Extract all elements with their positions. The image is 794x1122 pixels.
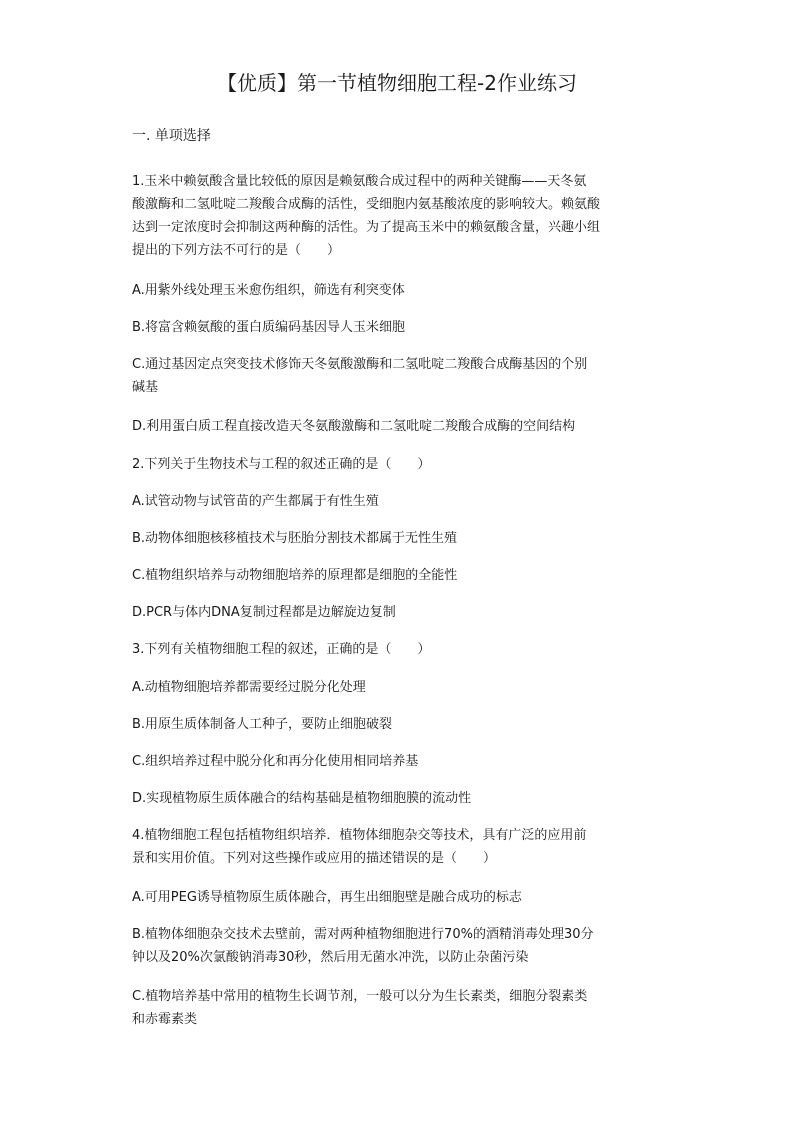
question-3-option-b	[132, 713, 672, 736]
option-text: D.实现植物原生质体融合的结构基础是植物细胞膜的流动性	[132, 791, 472, 806]
stem-line: 景和实用价值。下列对这些操作或应用的描述错误的是（ ）	[132, 851, 497, 866]
question-4-option-c	[132, 985, 672, 1031]
option-text: D.PCR与体内DNA复制过程都是边解旋边复制	[132, 605, 396, 620]
option-text: C.通过基因定点突变技术修饰天冬氨酸激酶和二氢吡啶二羧酸合成酶基因的个别	[132, 357, 588, 372]
section-heading: 一. 单项选择	[132, 128, 211, 144]
option-text: 钟以及20%次氯酸钠消毒30秒，然后用无菌水冲洗，以防止杂菌污染	[132, 950, 529, 965]
question-1-option-c	[132, 353, 672, 399]
option-text: 和赤霉素类	[132, 1012, 198, 1027]
question-1-option-a	[132, 279, 672, 302]
question-4-option-a	[132, 886, 672, 909]
stem-line: 1.玉米中赖氨酸含量比较低的原因是赖氨酸合成过程中的两种关键酶——天冬氨	[132, 174, 587, 189]
option-text: A.动植物细胞培养都需要经过脱分化处理	[132, 680, 366, 695]
document-title: 【优质】第一节植物细胞工程-2作业练习	[217, 71, 577, 95]
question-4-stem	[132, 824, 672, 870]
stem-line: 2.下列关于生物技术与工程的叙述正确的是（ ）	[132, 457, 431, 472]
stem-line: 达到一定浓度时会抑制这两种酶的活性。为了提高玉米中的赖氨酸含量，兴趣小组	[132, 220, 601, 235]
option-text: 碱基	[132, 380, 159, 395]
question-1-option-d	[132, 415, 672, 438]
question-1-option-b	[132, 316, 672, 339]
stem-line: 提出的下列方法不可行的是（ ）	[132, 243, 341, 258]
stem-line: 3.下列有关植物细胞工程的叙述，正确的是（ ）	[132, 642, 431, 657]
stem-line: 4.植物细胞工程包括植物组织培养．植物体细胞杂交等技术，具有广泛的应用前	[132, 828, 587, 843]
question-2-stem	[132, 453, 672, 476]
question-2-option-a	[132, 490, 672, 513]
stem-line: 酸激酶和二氢吡啶二羧酸合成酶的活性，受细胞内氨基酸浓度的影响较大。赖氨酸	[132, 197, 601, 212]
question-3-stem	[132, 638, 672, 661]
question-2-option-b	[132, 527, 672, 550]
question-1-stem	[132, 170, 672, 262]
question-3-option-a	[132, 676, 672, 699]
option-text: C.植物培养基中常用的植物生长调节剂，一般可以分为生长素类，细胞分裂素类	[132, 989, 588, 1004]
question-3-option-d	[132, 787, 672, 810]
question-4-option-b	[132, 923, 672, 969]
option-text: A.用紫外线处理玉米愈伤组织，筛选有利突变体	[132, 283, 405, 298]
option-text: A.试管动物与试管苗的产生都属于有性生殖	[132, 494, 379, 509]
option-text: B.动物体细胞核移植技术与胚胎分割技术都属于无性生殖	[132, 531, 458, 546]
question-2-option-c	[132, 564, 672, 587]
option-text: D.利用蛋白质工程直接改造天冬氨酸激酶和二氢吡啶二羧酸合成酶的空间结构	[132, 419, 576, 434]
option-text: C.组织培养过程中脱分化和再分化使用相同培养基	[132, 754, 419, 769]
question-3-option-c	[132, 750, 672, 773]
option-text: B.将富含赖氨酸的蛋白质编码基因导人玉米细胞	[132, 320, 406, 335]
option-text: B.植物体细胞杂交技术去壁前，需对两种植物细胞进行70%的酒精消毒处理30分	[132, 927, 594, 942]
option-text: B.用原生质体制备人工种子，要防止细胞破裂	[132, 717, 393, 732]
option-text: A.可用PEG诱导植物原生质体融合，再生出细胞壁是融合成功的标志	[132, 890, 522, 905]
question-2-option-d	[132, 601, 672, 624]
option-text: C.植物组织培养与动物细胞培养的原理都是细胞的全能性	[132, 568, 458, 583]
